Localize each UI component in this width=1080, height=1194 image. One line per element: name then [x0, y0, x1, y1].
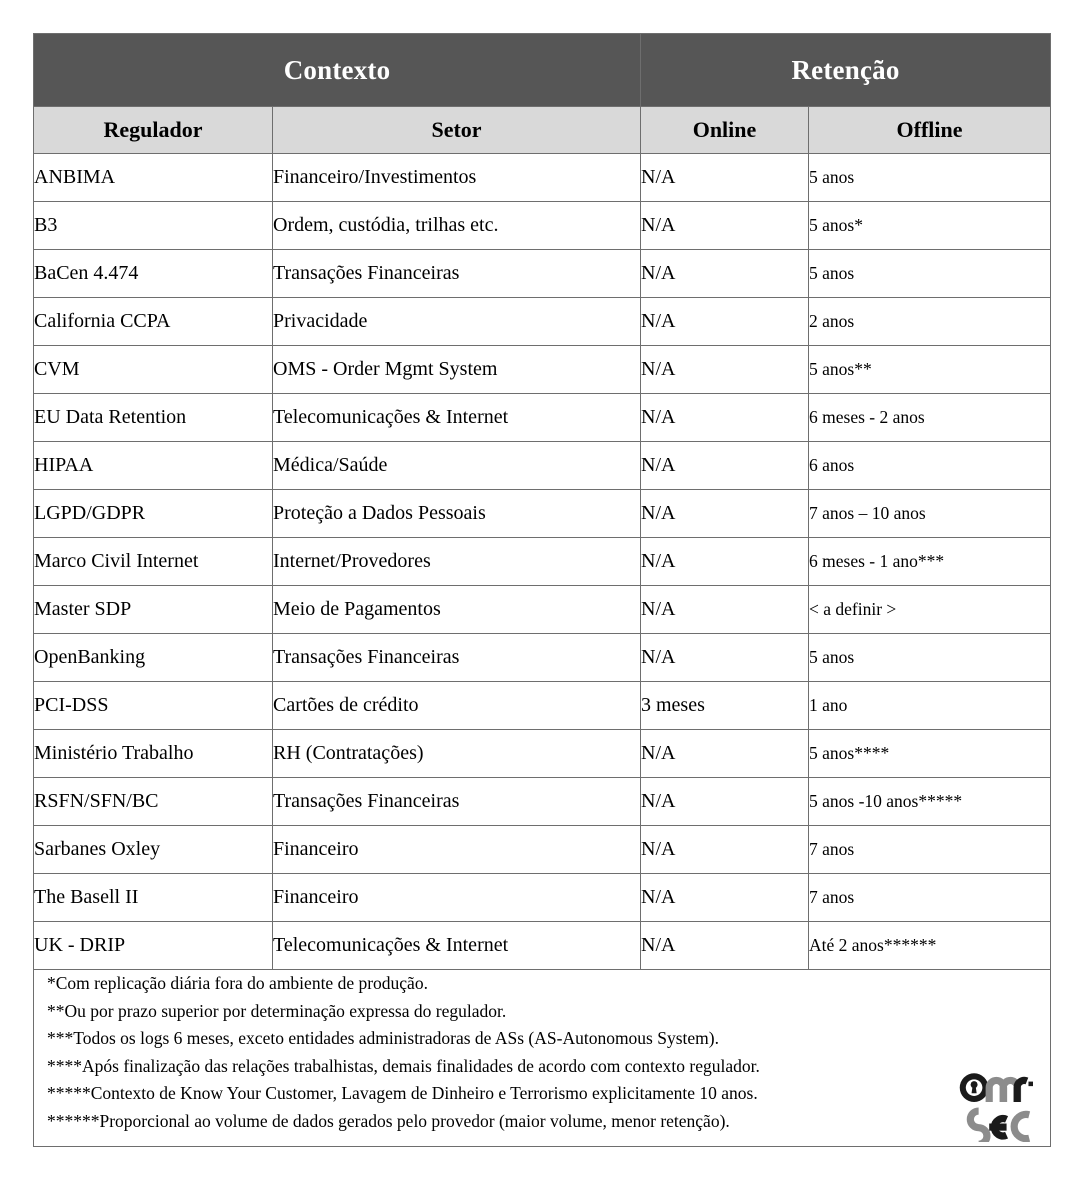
cell-setor: RH (Contratações) — [273, 730, 641, 778]
cell-online: N/A — [641, 202, 809, 250]
cell-regulador: Sarbanes Oxley — [34, 826, 273, 874]
cell-offline: 5 anos* — [809, 202, 1051, 250]
cell-online: N/A — [641, 250, 809, 298]
cell-offline: 5 anos — [809, 154, 1051, 202]
cell-setor: Cartões de crédito — [273, 682, 641, 730]
cell-regulador: ANBIMA — [34, 154, 273, 202]
cell-regulador: EU Data Retention — [34, 394, 273, 442]
cell-offline: 5 anos — [809, 634, 1051, 682]
cell-offline: 2 anos — [809, 298, 1051, 346]
cell-setor: Médica/Saúde — [273, 442, 641, 490]
cell-regulador: LGPD/GDPR — [34, 490, 273, 538]
cell-offline: 5 anos** — [809, 346, 1051, 394]
column-header-setor: Setor — [273, 107, 641, 154]
group-header-row — [34, 34, 1051, 107]
cell-regulador: RSFN/SFN/BC — [34, 778, 273, 826]
cell-online: N/A — [641, 346, 809, 394]
table-row — [34, 730, 1051, 778]
table-row — [34, 538, 1051, 586]
cell-setor: Transações Financeiras — [273, 778, 641, 826]
cell-offline: 1 ano — [809, 682, 1051, 730]
footnote: *****Contexto de Know Your Customer, Lavagem de Dinheiro e Terrorismo explicitamente 10 anos. — [47, 1083, 758, 1103]
cell-online: N/A — [641, 298, 809, 346]
cell-offline: 5 anos**** — [809, 730, 1051, 778]
table-row — [34, 826, 1051, 874]
cell-regulador: PCI-DSS — [34, 682, 273, 730]
cell-setor: Financeiro — [273, 826, 641, 874]
table-row — [34, 442, 1051, 490]
column-header-online: Online — [641, 107, 809, 154]
cell-regulador: CVM — [34, 346, 273, 394]
cell-offline: 5 anos — [809, 250, 1051, 298]
cell-regulador: Marco Civil Internet — [34, 538, 273, 586]
table-row — [34, 394, 1051, 442]
cell-setor: Internet/Provedores — [273, 538, 641, 586]
cell-offline: 6 anos — [809, 442, 1051, 490]
cell-regulador: OpenBanking — [34, 634, 273, 682]
cell-setor: Meio de Pagamentos — [273, 586, 641, 634]
column-header-row — [34, 107, 1051, 154]
table-row — [34, 778, 1051, 826]
table-row — [34, 922, 1051, 970]
omnisec-logo — [958, 1068, 1034, 1142]
cell-online: 3 meses — [641, 682, 809, 730]
table-row — [34, 202, 1051, 250]
cell-setor: Ordem, custódia, trilhas etc. — [273, 202, 641, 250]
cell-regulador: B3 — [34, 202, 273, 250]
table-row — [34, 490, 1051, 538]
cell-online: N/A — [641, 586, 809, 634]
cell-setor: Financeiro/Investimentos — [273, 154, 641, 202]
cell-setor: Transações Financeiras — [273, 634, 641, 682]
footnotes-row — [34, 970, 1051, 1147]
footnote: **Ou por prazo superior por determinação expressa do regulador. — [47, 1000, 507, 1021]
footnote: ******Proporcional ao volume de dados gerados pelo provedor (maior volume, menor retenção). — [47, 1110, 730, 1131]
cell-setor: Proteção a Dados Pessoais — [273, 490, 641, 538]
table-row — [34, 634, 1051, 682]
footnote: *Com replicação diária fora do ambiente de produção. — [47, 973, 428, 993]
cell-offline: 6 meses - 2 anos — [809, 394, 1051, 442]
column-header-offline: Offline — [809, 107, 1051, 154]
cell-online: N/A — [641, 154, 809, 202]
cell-online: N/A — [641, 394, 809, 442]
cell-offline: 7 anos — [809, 826, 1051, 874]
cell-setor: Financeiro — [273, 874, 641, 922]
cell-regulador: Master SDP — [34, 586, 273, 634]
cell-regulador: BaCen 4.474 — [34, 250, 273, 298]
footnote: ***Todos os logs 6 meses, exceto entidades administradoras de ASs (AS-Autonomous System). — [47, 1028, 719, 1048]
retention-table — [33, 33, 1051, 1147]
footnotes-list — [34, 970, 1050, 1146]
table-header — [34, 34, 1051, 154]
cell-offline: < a definir > — [809, 586, 1051, 634]
cell-offline: 7 anos – 10 anos — [809, 490, 1051, 538]
group-header-contexto: Contexto — [34, 34, 641, 107]
table-row — [34, 298, 1051, 346]
cell-offline: 6 meses - 1 ano*** — [809, 538, 1051, 586]
table-row — [34, 586, 1051, 634]
cell-online: N/A — [641, 922, 809, 970]
cell-setor: OMS - Order Mgmt System — [273, 346, 641, 394]
cell-online: N/A — [641, 490, 809, 538]
table-row — [34, 874, 1051, 922]
table-body — [34, 154, 1051, 970]
cell-online: N/A — [641, 826, 809, 874]
cell-offline: 5 anos -10 anos***** — [809, 778, 1051, 826]
table-row — [34, 250, 1051, 298]
group-header-retencao: Retenção — [641, 34, 1051, 107]
table-row — [34, 346, 1051, 394]
column-header-regulador: Regulador — [34, 107, 273, 154]
table-row — [34, 682, 1051, 730]
cell-regulador: HIPAA — [34, 442, 273, 490]
cell-regulador: Ministério Trabalho — [34, 730, 273, 778]
cell-setor: Privacidade — [273, 298, 641, 346]
cell-online: N/A — [641, 730, 809, 778]
cell-online: N/A — [641, 442, 809, 490]
cell-offline: 7 anos — [809, 874, 1051, 922]
cell-online: N/A — [641, 634, 809, 682]
cell-online: N/A — [641, 874, 809, 922]
footnotes-cell — [34, 970, 1051, 1147]
cell-setor: Telecomunicações & Internet — [273, 922, 641, 970]
cell-regulador: The Basell II — [34, 874, 273, 922]
table-footer — [34, 970, 1051, 1147]
cell-regulador: California CCPA — [34, 298, 273, 346]
cell-offline: Até 2 anos****** — [809, 922, 1051, 970]
cell-online: N/A — [641, 538, 809, 586]
cell-setor: Telecomunicações & Internet — [273, 394, 641, 442]
cell-regulador: UK - DRIP — [34, 922, 273, 970]
footnote: ****Após finalização das relações trabalhistas, demais finalidades de acordo com contexto regulador. — [47, 1055, 760, 1076]
cell-online: N/A — [641, 778, 809, 826]
cell-setor: Transações Financeiras — [273, 250, 641, 298]
table-row — [34, 154, 1051, 202]
